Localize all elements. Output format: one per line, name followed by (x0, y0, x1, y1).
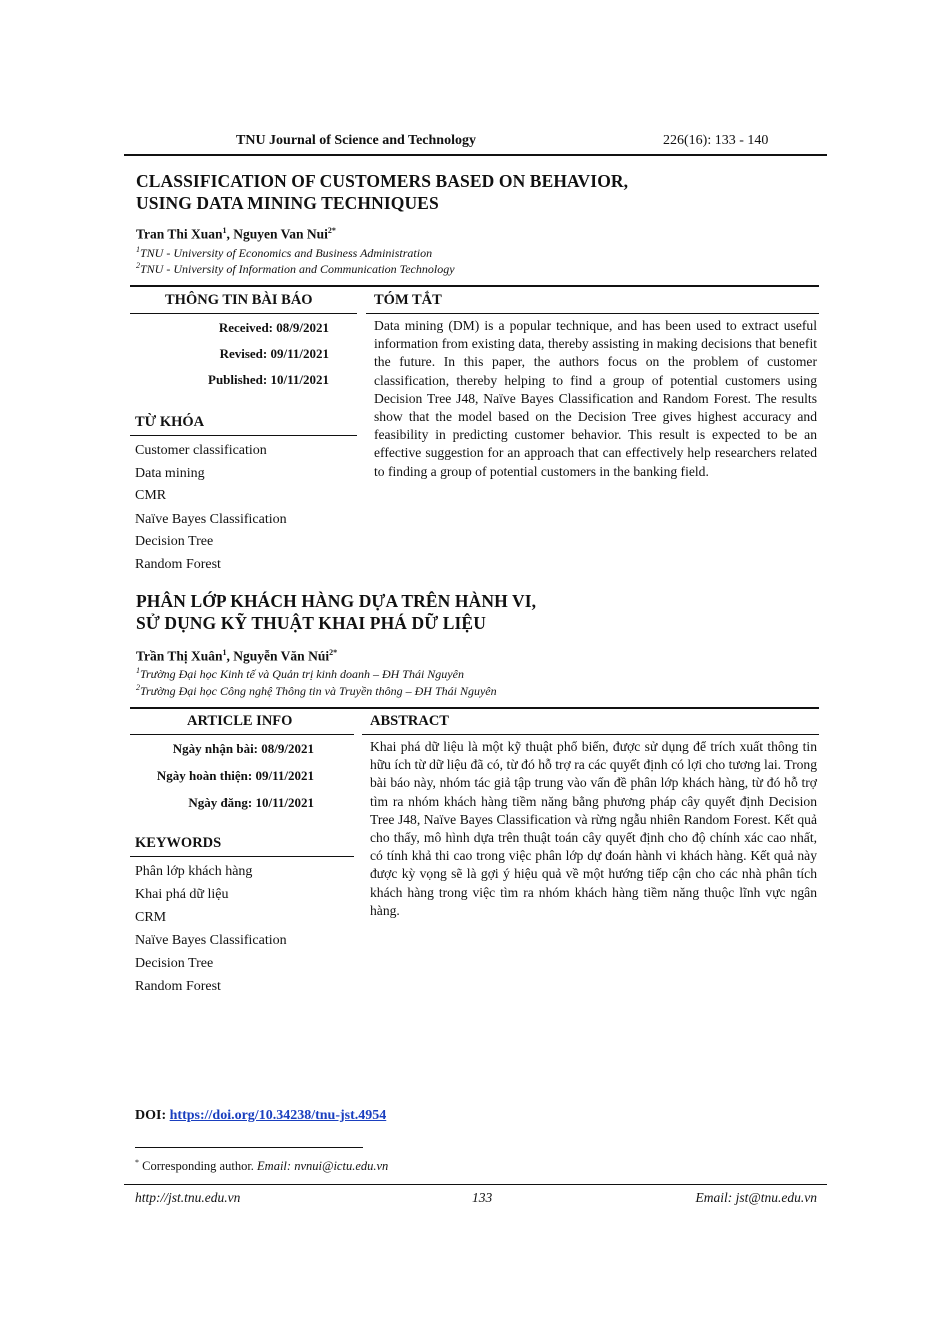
info-heading-vi: ARTICLE INFO (187, 713, 293, 729)
keyword-5-vi: Decision Tree (135, 956, 214, 971)
title-line-2: SỬ DỤNG KỸ THUẬT KHAI PHÁ DỮ LIỆU (136, 613, 486, 633)
keywords-heading-vi: KEYWORDS (135, 835, 222, 851)
doi-link[interactable]: https://doi.org/10.34238/tnu-jst.4954 (169, 1108, 387, 1123)
footer-email: Email: jst@tnu.edu.vn (695, 1190, 817, 1205)
author-separator: , (226, 648, 234, 664)
affil-1-sup: 1 (136, 245, 140, 254)
abstract-text-vi: Khai phá dữ liệu là một kỹ thuật phổ biến, được sử dụng để trích xuất thông tin hữu ích từ dữ liệu đã có, từ đó hỗ trợ ra các quyết định có lợi cho tương lai. Trong bài báo này, nhóm tác giả tập trung vào vấn đề phân lớp khách hàng, từ đó hỗ trợ tìm ra nhóm khách hàng tiềm năng bằng phương pháp cây quyết định Decision Tree J48, Naïve Bayes Classification và rừng ngẫu nhiên Random Forest. Kết quả cho thấy, mô hình dựa trên thuật toán cây quyết định cho độ chính xác cao nhất, có tính khả thi cao trong việc phân lớp dự đoán hành vi khách hàng. Kết quả này được kỳ vọng sẽ là gợi ý hiệu quả về một hướng tiếp cận cho các nhà phân tích khách hàng trong việc tìm ra nhóm khách hàng tiềm năng thuộc lĩnh vực ngân hàng. (370, 739, 817, 918)
info-col-rule-en (130, 313, 357, 314)
affil-1-text: Trường Đại học Kinh tế và Quản trị kinh doanh – ĐH Thái Nguyên (140, 667, 464, 681)
author-1: Trần Thị Xuân (136, 648, 223, 664)
info-heading-en: THÔNG TIN BÀI BÁO (165, 292, 313, 308)
keyword-3-vi: CRM (135, 910, 167, 925)
affiliation-2-en (136, 261, 455, 277)
journal-name: TNU Journal of Science and Technology (236, 133, 476, 148)
paper-title-vi (136, 590, 536, 634)
affil-1-text: TNU - University of Economics and Business Administration (140, 246, 433, 260)
keyword-2-vi: Khai phá dữ liệu (135, 887, 229, 902)
abstract-col-rule-en (366, 313, 819, 314)
abstract-heading-en: TÓM TẮT (374, 292, 442, 308)
affil-2-text: TNU - University of Information and Communication Technology (140, 262, 455, 276)
keywords-rule-en (130, 435, 357, 436)
abstract-heading-vi: ABSTRACT (370, 713, 449, 729)
authors-en (136, 226, 336, 243)
author-separator: , (226, 226, 234, 242)
footnote-text: Corresponding author. (139, 1159, 258, 1174)
footer-website[interactable]: http://jst.tnu.edu.vn (135, 1190, 241, 1205)
keyword-6-en: Random Forest (135, 557, 221, 572)
keyword-4-vi: Naïve Bayes Classification (135, 933, 287, 948)
doi-label: DOI: (135, 1108, 170, 1123)
author-2-sup: 2* (329, 648, 338, 657)
author-2: Nguyễn Văn Núi (233, 648, 330, 664)
affil-2-sup: 2 (136, 683, 140, 692)
info-top-rule-en (130, 285, 819, 287)
received-date-vi: Ngày nhận bài: 08/9/2021 (172, 741, 314, 756)
author-1-sup: 1 (222, 226, 227, 235)
affiliation-1-en (136, 245, 432, 261)
author-2: Nguyen Van Nui (233, 226, 328, 242)
abstract-text-en: Data mining (DM) is a popular technique, and has been used to extract useful information from existing data, thereby assisting in making decisions that benefit the future. In this paper, the authors focus on the problem of customer classification, thereby helping to find a group of potential customers using Decision Tree J48, Naïve Bayes Classification and Random Forest. The results show that the model based on the Decision Tree gives highest accuracy and feasibility in predicting customer behavior. This result is expected to be an effective suggestion for an approach that can effectively help researchers related to finding a group of potential customers in the banking field. (374, 318, 817, 479)
title-line-2: USING DATA MINING TECHNIQUES (136, 193, 439, 213)
published-date-en: Published: 10/11/2021 (208, 372, 329, 387)
keyword-4-en: Naïve Bayes Classification (135, 512, 287, 527)
info-top-rule-vi (130, 707, 819, 709)
affiliation-1-vi (136, 666, 464, 682)
footer-rule (124, 1184, 827, 1185)
affiliation-2-vi (136, 683, 497, 699)
keyword-2-en: Data mining (135, 466, 205, 481)
revised-date-en: Revised: 09/11/2021 (219, 346, 329, 361)
header-rule (124, 154, 827, 156)
keyword-6-vi: Random Forest (135, 979, 221, 994)
keywords-rule-vi (130, 856, 354, 857)
affil-2-sup: 2 (136, 261, 140, 270)
published-date-vi: Ngày đăng: 10/11/2021 (188, 795, 314, 810)
revised-date-vi: Ngày hoàn thiện: 09/11/2021 (156, 768, 314, 783)
paper-title-en (136, 170, 628, 214)
keyword-1-vi: Phân lớp khách hàng (135, 864, 253, 879)
keywords-heading-en: TỪ KHÓA (135, 414, 205, 430)
title-line-1: CLASSIFICATION OF CUSTOMERS BASED ON BEHAVIOR, (136, 171, 629, 191)
author-1-sup: 1 (222, 648, 227, 657)
footnote (135, 1158, 388, 1174)
title-line-1: PHÂN LỚP KHÁCH HÀNG DỰA TRÊN HÀNH VI, (136, 591, 537, 611)
author-2-sup: 2* (327, 226, 336, 235)
received-date-en: Received: 08/9/2021 (218, 320, 329, 335)
authors-vi (136, 648, 337, 665)
footnote-mark: * (135, 1158, 139, 1167)
keyword-5-en: Decision Tree (135, 534, 214, 549)
affil-1-sup: 1 (136, 666, 140, 675)
affil-2-text: Trường Đại học Công nghệ Thông tin và Truyền thông – ĐH Thái Nguyên (140, 684, 497, 698)
info-col-rule-vi (130, 734, 354, 735)
volume-pages: 226(16): 133 - 140 (663, 133, 769, 148)
keyword-1-en: Customer classification (135, 443, 267, 458)
footnote-email: Email: nvnui@ictu.edu.vn (257, 1159, 389, 1174)
footnote-rule (135, 1147, 363, 1148)
doi-line (135, 1108, 386, 1124)
abstract-col-rule-vi (362, 734, 819, 735)
page-number: 133 (472, 1190, 493, 1205)
author-1: Tran Thi Xuan (136, 226, 223, 242)
keyword-3-en: CMR (135, 488, 167, 503)
